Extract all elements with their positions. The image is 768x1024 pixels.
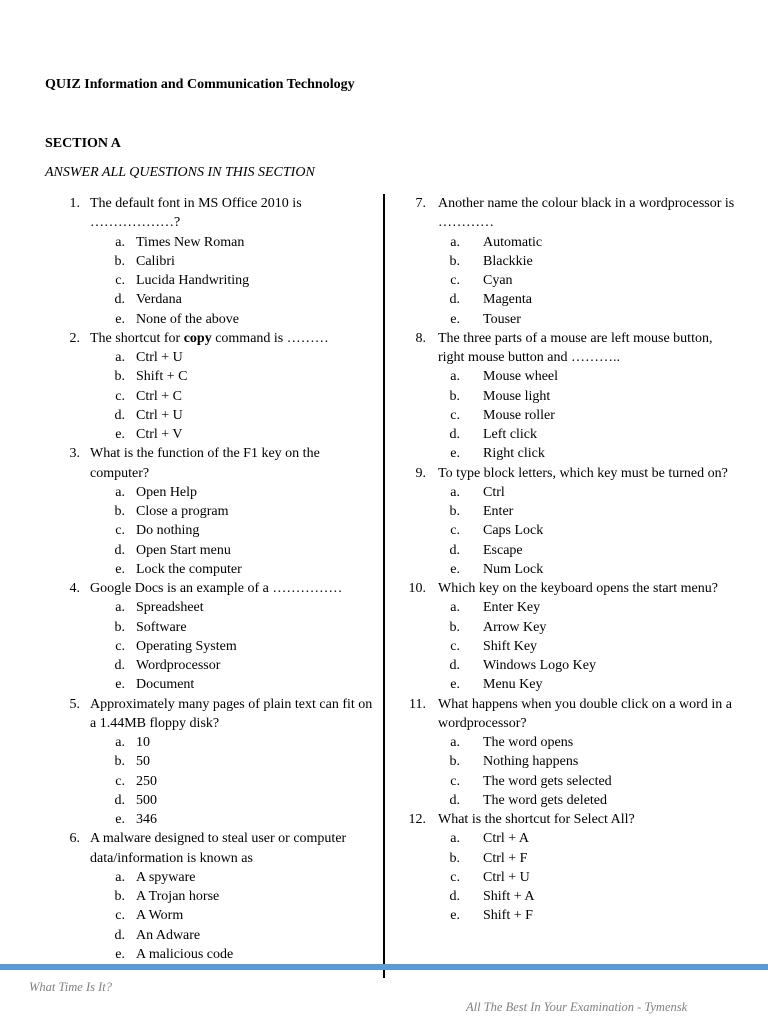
option-letter: c. (450, 869, 460, 885)
answer-option (0, 348, 382, 367)
question-number: 1. (69, 196, 80, 211)
option-text: The word gets selected (483, 773, 612, 789)
answer-option (0, 618, 382, 637)
option-text: Verdana (136, 292, 182, 308)
option-text: Shift + C (136, 369, 188, 385)
option-letter: d. (114, 542, 125, 558)
option-text: Wordprocessor (136, 658, 221, 673)
question-3 (0, 444, 382, 579)
option-letter: a. (115, 600, 125, 616)
option-letter: b. (449, 253, 460, 269)
option-letter: d. (449, 292, 460, 308)
option-text: Arrow Key (483, 619, 547, 635)
answer-option (0, 791, 382, 810)
option-letter: c. (450, 773, 460, 789)
option-text: Mouse light (483, 388, 551, 404)
option-text: The word opens (483, 735, 574, 750)
answer-option (388, 791, 768, 810)
option-letter: e. (115, 427, 125, 442)
answer-option (0, 310, 382, 329)
option-letter: b. (449, 754, 460, 770)
question-7 (388, 194, 768, 329)
question-number: 4. (69, 581, 80, 596)
option-letter: a. (450, 600, 460, 616)
answer-option (0, 906, 382, 925)
question-9 (388, 464, 768, 580)
answer-option (0, 675, 382, 694)
answer-option (0, 271, 382, 290)
answer-option (388, 310, 768, 329)
option-text: Enter (483, 504, 514, 519)
answer-option (388, 541, 768, 560)
option-text: None of the above (136, 311, 240, 327)
section-heading: SECTION A (45, 136, 121, 151)
option-text: Operating System (136, 638, 237, 654)
option-letter: b. (449, 850, 460, 866)
answer-option (0, 521, 382, 540)
question-8 (388, 329, 768, 464)
answer-option (0, 502, 382, 521)
option-letter: a. (115, 735, 125, 750)
option-text: Menu Key (483, 677, 543, 693)
question-text-part: What is the shortcut for Select All? (438, 812, 635, 827)
question-text-part: What happens when you double click on a word in a wordprocessor? (438, 696, 732, 731)
option-text: Lucida Handwriting (136, 273, 250, 288)
answer-option (0, 868, 382, 887)
answer-option (0, 387, 382, 406)
question-text-part: Google Docs is an example of a …………… (90, 581, 343, 596)
answer-option (388, 752, 768, 771)
option-letter: c. (450, 523, 460, 539)
answer-option (0, 598, 382, 617)
option-text: Blackkie (483, 253, 533, 269)
option-letter: c. (450, 407, 460, 423)
option-letter: b. (114, 369, 125, 385)
question-text (438, 194, 738, 233)
question-text (90, 194, 375, 233)
option-letter: b. (449, 619, 460, 635)
option-letter: a. (115, 350, 125, 365)
option-text: A malicious code (136, 946, 234, 962)
option-letter: b. (114, 889, 125, 904)
footer-bar (0, 964, 768, 970)
answer-option (388, 271, 768, 290)
answer-option (388, 906, 768, 925)
answer-option (388, 521, 768, 540)
option-letter: e. (115, 311, 125, 327)
answer-option (0, 752, 382, 771)
option-letter: b. (114, 619, 125, 635)
option-text: Ctrl + U (136, 407, 183, 423)
question-text (438, 810, 738, 829)
answer-option (388, 560, 768, 579)
option-letter: c. (115, 523, 125, 539)
answer-option (0, 233, 382, 252)
answer-option (0, 541, 382, 560)
option-letter: d. (449, 792, 460, 808)
question-text-part: The shortcut for (90, 330, 184, 346)
left-question-column (0, 194, 382, 964)
option-letter: b. (114, 504, 125, 519)
question-text-part: A malware designed to steal user or computer data/information is known as (90, 831, 347, 866)
answer-option (388, 406, 768, 425)
option-text: Ctrl + U (483, 869, 530, 885)
option-text: Ctrl + C (136, 388, 183, 404)
option-text: Times New Roman (136, 234, 245, 250)
answer-option (388, 772, 768, 791)
option-letter: c. (450, 638, 460, 654)
answer-option (0, 733, 382, 752)
option-letter: a. (450, 484, 460, 500)
option-text: Automatic (483, 234, 543, 250)
answer-option (388, 502, 768, 521)
option-text: Software (136, 619, 187, 635)
answer-option (0, 290, 382, 309)
option-text: Spreadsheet (136, 600, 204, 616)
option-text: 250 (136, 773, 157, 789)
question-text (90, 329, 375, 348)
option-text: Shift + A (483, 889, 535, 904)
option-letter: d. (449, 889, 460, 904)
question-text (438, 464, 738, 483)
answer-option (388, 252, 768, 271)
question-text-part: To type block letters, which key must be turned on? (438, 465, 728, 481)
option-letter: c. (115, 773, 125, 789)
question-text (438, 579, 738, 598)
answer-option (0, 810, 382, 829)
question-number: 3. (69, 446, 80, 462)
option-text: Do nothing (136, 523, 200, 539)
option-text: Document (136, 677, 195, 693)
question-text-part: Another name the colour black in a wordprocessor is ………… (438, 196, 735, 231)
question-4 (0, 579, 382, 695)
option-text: Mouse roller (483, 407, 555, 423)
answer-option (388, 598, 768, 617)
option-text: Touser (483, 311, 521, 327)
option-letter: c. (450, 273, 460, 288)
option-text: Ctrl (483, 484, 505, 500)
answer-option (388, 656, 768, 675)
question-2 (0, 329, 382, 445)
answer-option (388, 483, 768, 502)
question-text-part: The three parts of a mouse are left mouse button, right mouse button and ……….. (438, 330, 713, 365)
option-text: Mouse wheel (483, 369, 559, 385)
answer-option (388, 290, 768, 309)
option-text: Caps Lock (483, 523, 544, 539)
option-letter: b. (114, 754, 125, 770)
answer-option (388, 425, 768, 444)
answer-option (388, 233, 768, 252)
option-letter: e. (450, 311, 460, 327)
option-letter: e. (450, 446, 460, 462)
question-number: 12. (408, 812, 426, 827)
question-number: 11. (409, 696, 426, 712)
option-letter: d. (114, 792, 125, 808)
question-text-part: The default font in MS Office 2010 is ………………? (90, 196, 302, 231)
section-instruction: ANSWER ALL QUESTIONS IN THIS SECTION (45, 165, 315, 180)
option-letter: e. (450, 561, 460, 577)
answer-option (388, 829, 768, 848)
question-number: 7. (415, 196, 426, 211)
answer-option (0, 252, 382, 271)
question-text (90, 695, 375, 734)
option-letter: a. (115, 234, 125, 250)
answer-option (0, 772, 382, 791)
question-number: 5. (69, 696, 80, 712)
option-letter: d. (449, 658, 460, 673)
option-letter: d. (114, 407, 125, 423)
question-number: 2. (69, 330, 80, 346)
option-text: Lock the computer (136, 561, 242, 577)
option-letter: e. (450, 677, 460, 693)
option-letter: e. (115, 561, 125, 577)
option-letter: e. (450, 908, 460, 924)
option-letter: a. (450, 369, 460, 385)
option-text: 346 (136, 812, 157, 827)
answer-option (388, 849, 768, 868)
answer-option (0, 945, 382, 964)
right-question-column (388, 194, 768, 926)
footer-right-text: All The Best In Your Examination - Tymensk (466, 1000, 688, 1014)
option-text: 50 (136, 754, 150, 770)
question-12 (388, 810, 768, 926)
answer-option (0, 425, 382, 444)
question-10 (388, 579, 768, 695)
question-number: 8. (415, 330, 426, 346)
option-text: Ctrl + F (483, 850, 528, 866)
option-text: A Trojan horse (136, 889, 220, 904)
answer-option (388, 387, 768, 406)
answer-option (388, 637, 768, 656)
question-text (90, 444, 375, 483)
answer-option (388, 444, 768, 463)
option-letter: b. (449, 504, 460, 519)
question-text (438, 329, 738, 368)
option-letter: b. (114, 253, 125, 269)
footer-left-text: What Time Is It? (29, 980, 112, 994)
option-letter: d. (114, 927, 125, 943)
option-text: Windows Logo Key (483, 658, 596, 673)
option-letter: b. (449, 388, 460, 404)
option-text: Magenta (483, 292, 532, 308)
option-text: Calibri (136, 253, 175, 269)
option-letter: c. (115, 273, 125, 288)
option-letter: a. (450, 831, 460, 847)
option-text: Ctrl + A (483, 831, 530, 847)
option-text: Nothing happens (483, 754, 579, 770)
answer-option (388, 868, 768, 887)
answer-option (0, 656, 382, 675)
question-text-part: Which key on the keyboard opens the start menu? (438, 581, 718, 596)
question-text-bold: copy (183, 330, 212, 346)
option-letter: a. (450, 234, 460, 250)
option-text: Escape (483, 542, 523, 558)
option-text: An Adware (136, 927, 201, 943)
answer-option (0, 887, 382, 906)
answer-option (0, 406, 382, 425)
option-text: 10 (136, 735, 150, 750)
question-6 (0, 829, 382, 964)
answer-option (0, 367, 382, 386)
question-number: 9. (415, 465, 426, 481)
option-text: Num Lock (483, 561, 544, 577)
answer-option (388, 733, 768, 752)
question-11 (388, 695, 768, 811)
option-letter: c. (115, 638, 125, 654)
option-text: Left click (483, 427, 538, 442)
answer-option (388, 675, 768, 694)
question-1 (0, 194, 382, 329)
option-text: Ctrl + V (136, 427, 183, 442)
option-letter: c. (115, 388, 125, 404)
option-letter: d. (114, 658, 125, 673)
option-text: A spyware (136, 869, 196, 885)
question-text (90, 579, 375, 598)
option-text: Shift Key (483, 638, 538, 654)
answer-option (0, 560, 382, 579)
answer-option (388, 887, 768, 906)
option-text: Cyan (483, 273, 513, 288)
option-letter: a. (450, 735, 460, 750)
question-number: 6. (69, 831, 80, 847)
option-letter: e. (115, 677, 125, 693)
question-text (438, 695, 738, 734)
option-letter: d. (114, 292, 125, 308)
option-letter: a. (115, 484, 125, 500)
answer-option (388, 618, 768, 637)
option-letter: d. (449, 427, 460, 442)
option-letter: e. (115, 946, 125, 962)
answer-option (388, 367, 768, 386)
answer-option (0, 926, 382, 945)
option-letter: a. (115, 869, 125, 885)
option-text: Enter Key (483, 600, 541, 616)
option-letter: d. (449, 542, 460, 558)
quiz-title: QUIZ Information and Communication Technology (45, 77, 355, 92)
option-text: Right click (483, 446, 545, 462)
option-text: Open Start menu (136, 542, 231, 558)
question-text (90, 829, 375, 868)
option-text: Open Help (136, 484, 198, 500)
answer-option (0, 483, 382, 502)
question-number: 10. (408, 581, 426, 596)
question-text-part: Approximately many pages of plain text can fit on a 1.44MB floppy disk? (90, 696, 373, 731)
option-letter: c. (115, 908, 125, 924)
question-text-part: What is the function of the F1 key on the computer? (90, 446, 320, 481)
option-text: Close a program (136, 504, 229, 519)
option-text: The word gets deleted (483, 792, 608, 808)
question-text-part: command is ……… (211, 330, 329, 346)
answer-option (0, 637, 382, 656)
option-letter: e. (115, 812, 125, 827)
question-5 (0, 695, 382, 830)
option-text: 500 (136, 792, 157, 808)
option-text: Ctrl + U (136, 350, 183, 365)
option-text: Shift + F (483, 908, 533, 924)
option-text: A Worm (136, 908, 184, 924)
